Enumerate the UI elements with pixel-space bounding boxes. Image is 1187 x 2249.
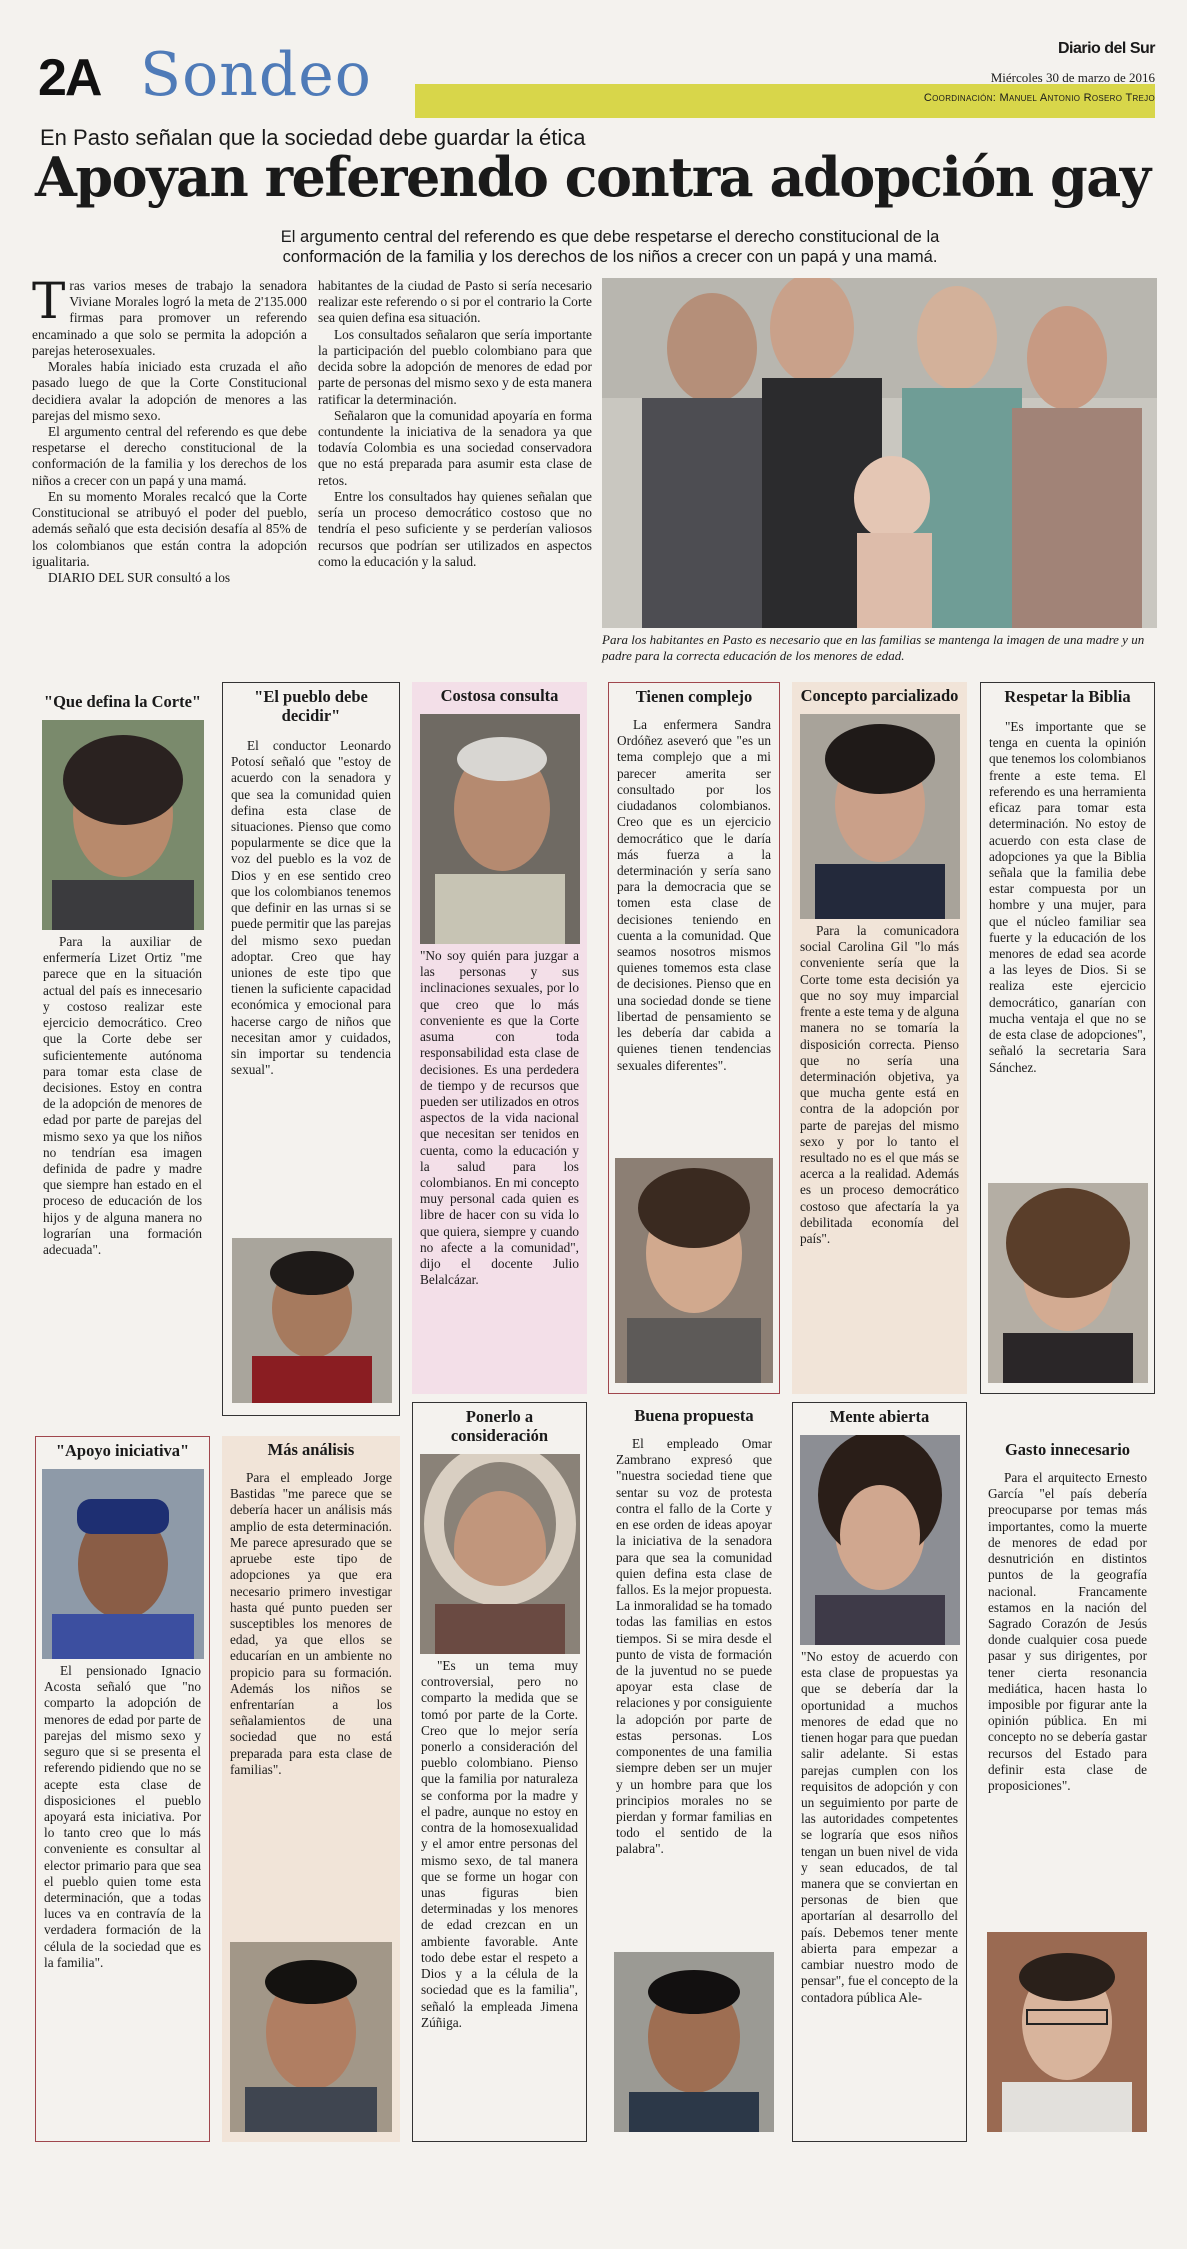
opinion-text: Para el arquitecto Ernesto García "el país debería preocuparse por temas más importantes, como la muerte de menores de edad por desnutrición en distintos puntos de la geografía nacional. Francamente estamos en la nación del Sagrado Corazón de Jesús donde cualquier cosa puede pasar y sus dirigentes, por tener cierta resonancia mediática, hacen hasta lo imposible por figurar ante la opinión pública. En mi concepto no se debería gastar recursos del Estado para definir esta clase de proposiciones". [988, 1469, 1147, 1794]
opinion-text: Para la comunicadora social Carolina Gil "lo más conveniente sería que la Corte tome esta decisión ya que no soy muy imparcial frente a este tema y de alguna manera no se tomaría la disposición correcta. Pienso que no sería una determinación objetiva, ya que mucha gente está en contra de la adopción por parte de parejas del mismo sexo y por lo tanto el resultado no es el que más se acerca a la realidad. Además es un proceso democrático costoso que afectaría la ya debilitada economía del país". [800, 922, 959, 1247]
lead-paragraph: Morales había iniciado esta cruzada el año pasado luego de que la Corte Constitucional decidiera avalar la adopción de menores a las parejas del mismo sexo. [32, 359, 307, 423]
opinion-title: Respetar la Biblia [1004, 687, 1131, 706]
portrait-photo [614, 1952, 774, 2132]
opinion-text: El empleado Omar Zambrano expresó que "nuestra sociedad tiene que sentar su voz de protesta contra el fallo de la Corte y en ese orden de ideas apoyar la iniciativa de la senadora para que sea la comunidad quien defina esta clase de fallos. Es la mejor propuesta. La inmoralidad se ha tomado todas las familias en estos tiempos. Si se mira desde el punto de vista de formación de la juventud no se puede apoyar esta clase de relaciones y por consiguiente la adopción por parte de estas personas. Los componentes de una familia siempre deben ser un mujer y un hombre para que los principios morales no se pierdan y formar familias en todo el sentido de la palabra". [616, 1435, 772, 1857]
opinion-box [792, 1402, 967, 2142]
page-header [30, 40, 1155, 125]
lead-paragraph: El argumento central del referendo es que debe respetarse el derecho constitucional de la conformación de la familia y los derechos de los niños a crecer con un papá y una mamá. [32, 423, 307, 488]
lead-paragraph: Los consultados señalaron que sería importante la participación del pueblo colombiano para que decida sobre la adopción de menores de edad por parte de personas del mismo sexo y de esta manera ratificar la determinación. [318, 326, 592, 407]
family-photo [602, 278, 1157, 628]
opinion-box [222, 1436, 400, 2142]
opinion-title: "Que defina la Corte" [43, 692, 202, 711]
opinion-title: "El pueblo debe decidir" [254, 687, 368, 725]
lead-paragraph: DIARIO DEL SUR consultó a los [48, 569, 231, 585]
lead-paragraph: Tras varios meses de trabajo la senadora Viviane Morales logró la meta de 2'135.000 firmas para promover un referendo encaminado a que solo se permita la adopción a parejas heterosexuales. [32, 272, 307, 358]
article-headline: Apoyan referendo contra adopción gay [35, 145, 1150, 209]
portrait-photo [988, 1183, 1148, 1383]
opinion-text: Para la auxiliar de enfermería Lizet Ortiz "me parece que en la situación actual del país es innecesario y costoso realizar este ejercicio democrático. Creo que la Corte debe ser suficientemente autónoma para tomar esta clase de decisiones. Estoy en contra de la adopción de menores de edad por parte de parejas del mismo sexo ya que los niños no tendrían esa imagen definida de padre y madre que siempre han estado en el proceso de educación de los hijos y de alguna manera no lograrían una formación adecuada". [43, 933, 202, 1258]
opinion-text: "Es importante que se tenga en cuenta la opinión que tenemos los colombianos frente a este tema. El referendo es una herramienta eficaz para tomar esta determinación. No estoy de acuerdo con esta clase de adopciones ya que la Biblia señala que la familia debe estar compuesta por un hombre y una mujer, para que el núcleo familiar sea fuerte y la educación de los menores de edad sea acorde a las leyes de Dios. Si se realiza este ejercicio democrático, ganarían con mucha ventaja el que no se de esta clase de adopciones", señaló la secretaria Sara Sánchez. [989, 718, 1146, 1075]
lead-column-1 [32, 272, 307, 586]
opinion-title: Ponerlo a consideración [450, 1407, 549, 1445]
opinion-box [792, 682, 967, 1394]
portrait-photo [232, 1238, 392, 1403]
issue-date: Miércoles 30 de marzo de 2016 [990, 70, 1155, 85]
lead-paragraph: habitantes de la ciudad de Pasto si sería necesario realizar este referendo o si por el contrario la Corte sea quien defina esa situación. [318, 278, 592, 326]
opinion-text: Para el empleado Jorge Bastidas "me parece que se debería hacer un análisis más amplio de esta determinación. Me parece apresurado que se apruebe este tipo de adopciones ya que era necesario primero investigar hasta qué punto pueden ser susceptibles los menores de edad, ya que ellos se educarían en un ambiente no propicio para su formación. Además los niños se enfrentarían a los señalamientos de una sociedad que no está preparada para esta clase de familias". [230, 1469, 392, 1777]
opinion-title: Concepto parcializado [800, 686, 959, 705]
portrait-photo [42, 1469, 204, 1659]
portrait-photo [615, 1158, 773, 1383]
newspaper-logo: Diario del Sur [1057, 40, 1155, 57]
opinion-box [412, 682, 587, 1394]
portrait-photo [987, 1932, 1147, 2132]
opinion-text: "Es un tema muy controversial, pero no comparto la medida que se tomó por parte de la Corte. Creo que lo mejor sería ponerlo a consideración del pueblo colombiano. Pienso que la familia por naturaleza se conforma por la madre y el padre, aunque no estoy en contra de la homosexualidad y el amor entre personas del mismo sexo, de tal manera que se forme un hogar con unas figuras bien determinadas y los menores de edad crezcan en un ambiente favorable. Ante todo debe estar el respeto a Dios y a la célula de la sociedad que es la familia", señaló la empleada Jimena Zúñiga. [421, 1657, 578, 2030]
portrait-photo [420, 1454, 580, 1654]
opinion-box [980, 1436, 1155, 2142]
lead-column-2 [318, 278, 592, 570]
portrait-photo [800, 714, 960, 919]
portrait-photo [230, 1942, 392, 2132]
portrait-photo [420, 714, 580, 944]
article-kicker: En Pasto señalan que la sociedad debe guardar la ética [40, 125, 586, 150]
opinion-title: Tienen complejo [635, 687, 753, 706]
photo-caption: Para los habitantes en Pasto es necesario que en las familias se mantenga la imagen de una madre y un padre para la correcta educación de los menores de edad. [602, 632, 1145, 664]
opinion-text: "No soy quién para juzgar a las personas y sus inclinaciones sexuales, por lo que creo que lo más conveniente es que la Corte asuma con toda responsabilidad esta clase de decisiones. Es una perdedera de tiempo y de recursos que pueden ser utilizados en otros aspectos de la vida nacional que necesitan ser tenidos en cuenta, como la educación y la salud para los colombianos. En mi concepto muy personal cada quien es libre de hacer con su vida lo que quiera, siempre y cuando no afecte a la comunidad", dijo el docente Julio Belalcázar. [420, 947, 579, 1288]
portrait-photo [42, 720, 204, 930]
opinion-text: El conductor Leonardo Potosí señaló que "estoy de acuerdo con la senadora y que sea la comunidad quien defina esta clase de situaciones. Pienso que como popularmente se dice que la voz del pueblo es la voz de Dios y en ese sentido creo que los colombianos tenemos que definir en las urnas si se puede permitir que las parejas del mismo sexo puedan adoptar. Creo que hay uniones de este tipo que tienen la suficiente capacidad económica y emocional para hacerse cargo de niños que necesitan amor y cuidados, sin importar su tendencia sexual". [231, 737, 391, 1078]
opinion-title: "Apoyo iniciativa" [55, 1441, 190, 1460]
coordination-credit: Coordinación: Manuel Antonio Rosero Trejo [923, 92, 1155, 104]
opinion-title: Más análisis [267, 1440, 355, 1459]
opinion-box [35, 1436, 210, 2142]
portrait-photo [800, 1435, 960, 1645]
opinion-box [608, 1402, 780, 2142]
page-number: 2A [38, 49, 101, 107]
lead-paragraph: En su momento Morales recalcó que la Corte Constitucional se atribuyó el poder del pueblo, además señaló que esta decisión desafía al 85% de los colombianos que están contra la adopción igualitaria. [32, 488, 307, 569]
section-title: Sondeo [140, 40, 372, 110]
article-summary: El argumento central del referendo es que debe respetarse el derecho constitucional de la conformación de la familia y los derechos de los niños a crecer con un papá y una mamá. [280, 228, 940, 266]
opinion-text: "No estoy de acuerdo con esta clase de propuestas ya que se debería dar la oportunidad a muchos menores de edad que no tienen hogar para que puedan salir adelante. Si estas parejas cumplen con los requisitos de adopción y con un seguimiento por parte de las autoridades competentes se lograría que esos niños tengan un buen nivel de vida y sean educados, de tal manera que se conviertan en personas de bien que aportarían al desarrollo del país. Debemos tener mente abierta para empezar a cambiar nuestro modo de pensar", fue el concepto de la contadora pública Ale- [801, 1648, 958, 2005]
opinion-title: Gasto innecesario [1004, 1440, 1131, 1459]
opinion-title: Costosa consulta [440, 686, 559, 705]
lead-paragraph: Señalaron que la comunidad apoyaría en forma contundente la iniciativa de la senadora ya que todavía Colombia es una sociedad conservadora que no está preparada para asumir esta clase de retos. [318, 407, 592, 488]
lead-paragraph: Entre los consultados hay quienes señalan que sería un proceso democrático costoso que no tendría el peso suficiente y se perderían valiosos recursos que podrían ser utilizados en aspectos como la educación y la salud. [318, 488, 592, 569]
dropcap: T [32, 272, 66, 330]
opinion-title: Buena propuesta [634, 1406, 754, 1425]
opinion-box [412, 1402, 587, 2142]
opinion-text: El pensionado Ignacio Acosta señaló que "no comparto la adopción de menores de edad por parte de parejas del mismo sexo y seguro que si se presenta el referendo pidiendo que no se acepte esta clase de disposiciones el pueblo apoyará esta iniciativa. Por lo tanto creo que lo más conveniente es consultar al elector primario para que sea el pueblo quien tome esta determinación, que a todas luces va en contravía de la verdadera formación de la célula de la sociedad que es la familia". [44, 1662, 201, 1970]
opinion-title: Mente abierta [829, 1407, 930, 1426]
opinion-box [222, 682, 400, 1416]
opinion-text: La enfermera Sandra Ordóñez aseveró que "es un tema complejo que a mi parecer amerita ser consultado por los ciudadanos colombianos. Creo que es un ejercicio democrático que le daría más fuerza a la determinación y sería sano para la democracia que se tomen esta clase de decisiones teniendo en cuenta a la comunidad. Que seamos nosotros mismos quienes tomemos esta clase de decisiones. Pienso que en una sociedad donde se tiene libertad de pensamiento se les debería dar cabida a quienes tienen tendencias sexuales diferentes". [617, 716, 771, 1073]
opinion-box [980, 682, 1155, 1394]
opinion-box [608, 682, 780, 1394]
opinion-box [35, 688, 210, 1416]
